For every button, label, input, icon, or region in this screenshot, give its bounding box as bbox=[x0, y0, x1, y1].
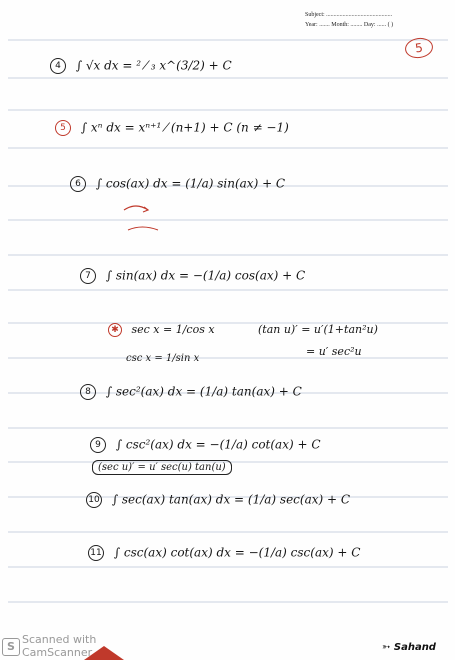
csc-def-text: csc x = 1/sin x bbox=[126, 353, 200, 364]
scanner-text-line1: Scanned with bbox=[22, 633, 97, 646]
formula-text: ∫ √x dx = ² ⁄ ₃ x^(3/2) + C bbox=[75, 58, 232, 73]
sec-derivative-text: (sec u)′ = u′ sec(u) tan(u) bbox=[92, 460, 232, 475]
tan-derivative bbox=[258, 323, 378, 336]
subject-label: Subject: bbox=[305, 12, 325, 18]
formula-4 bbox=[50, 58, 232, 74]
scanner-triangle-icon bbox=[84, 646, 124, 660]
month-label: Month: bbox=[331, 22, 349, 28]
formula-text: ∫ sec(ax) tan(ax) dx = (1/a) sec(ax) + C bbox=[111, 492, 351, 507]
formula-11 bbox=[88, 545, 360, 561]
formula-text: ∫ csc²(ax) dx = −(1/a) cot(ax) + C bbox=[115, 437, 321, 452]
formula-10 bbox=[86, 492, 350, 508]
formula-7 bbox=[80, 268, 305, 284]
csc-definition bbox=[126, 353, 199, 364]
day-label: Day: bbox=[363, 22, 376, 28]
tan-derivative-2-text: = u′ sec²u bbox=[306, 345, 362, 358]
page-number: 5 bbox=[404, 36, 435, 60]
red-annotation-arrow bbox=[118, 200, 198, 240]
formula-number: 7 bbox=[80, 268, 96, 284]
formula-number: 4 bbox=[50, 58, 66, 74]
formula-number: 10 bbox=[86, 492, 102, 508]
formula-text: ∫ sin(ax) dx = −(1/a) cos(ax) + C bbox=[105, 268, 306, 283]
sec-definition bbox=[108, 323, 215, 337]
camscanner-logo: S bbox=[2, 638, 20, 656]
brand-name: Sahand bbox=[393, 642, 436, 653]
star-marker-icon: ✱ bbox=[108, 323, 122, 337]
paren-label: ( ) bbox=[387, 22, 394, 28]
scanner-text-line2: CamScanner bbox=[22, 646, 93, 659]
formula-number: 9 bbox=[90, 437, 106, 453]
tan-derivative-text: (tan u)′ = u′(1+tan²u) bbox=[258, 323, 378, 336]
brand-logo bbox=[382, 642, 436, 653]
formula-8 bbox=[80, 384, 302, 400]
formula-6 bbox=[70, 176, 285, 192]
page-header: Subject: ............................................ Year: ....... Month: ........ Day: ...... ( ) bbox=[305, 12, 394, 28]
formula-text: ∫ sec²(ax) dx = (1/a) tan(ax) + C bbox=[105, 384, 302, 399]
sec-derivative-box bbox=[92, 462, 232, 473]
formula-number: 5 bbox=[55, 120, 71, 136]
formula-text: ∫ csc(ax) cot(ax) dx = −(1/a) csc(ax) + C bbox=[113, 545, 361, 560]
formula-9 bbox=[90, 437, 321, 453]
formula-text: ∫ xⁿ dx = xⁿ⁺¹ ⁄ (n+1) + C (n ≠ −1) bbox=[80, 120, 289, 135]
sec-def-text: sec x = 1/cos x bbox=[131, 323, 215, 336]
formula-number: 8 bbox=[80, 384, 96, 400]
formula-number: 6 bbox=[70, 176, 86, 192]
brand-mark-icon: ➳ bbox=[382, 642, 391, 653]
formula-number: 11 bbox=[88, 545, 104, 561]
year-label: Year: bbox=[305, 22, 318, 28]
formula-5 bbox=[55, 120, 289, 136]
formula-text: ∫ cos(ax) dx = (1/a) sin(ax) + C bbox=[95, 176, 286, 191]
tan-derivative-2 bbox=[306, 345, 362, 358]
